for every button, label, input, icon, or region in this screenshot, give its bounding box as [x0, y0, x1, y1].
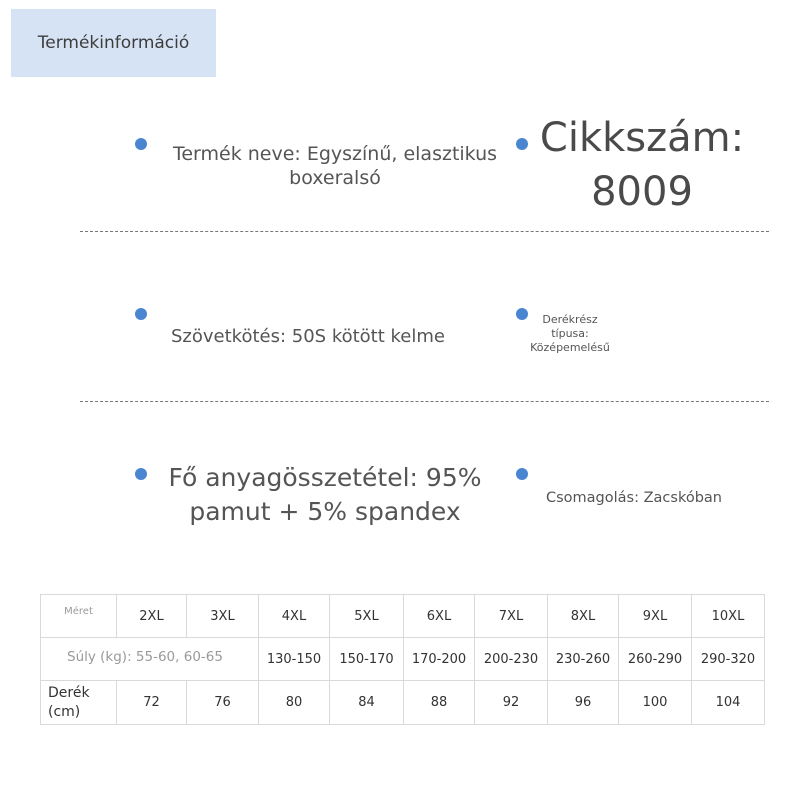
waist-header-cell: Derék (cm)	[41, 681, 117, 725]
waist-cell: 72	[117, 681, 187, 725]
size-table	[40, 594, 765, 725]
article-number-text: Cikkszám: 8009	[539, 115, 745, 215]
size-cell: 8XL	[548, 595, 619, 638]
dashed-divider	[80, 401, 769, 402]
bullet-dot-icon	[516, 468, 528, 480]
bullet-dot-icon	[135, 468, 147, 480]
product-name-text: Termék neve: Egyszínű, elasztikus boxeralsó	[172, 143, 498, 189]
weight-header-cell: Súly (kg): 55-60, 60-65	[41, 638, 259, 681]
composition-text: Fő anyagösszetétel: 95% pamut + 5% spandex	[168, 463, 482, 526]
bullet-dot-icon	[516, 138, 528, 150]
product-info-tab-label: Termékinformáció	[37, 33, 190, 53]
waist-cell: 100	[619, 681, 692, 725]
waist-cell: 80	[259, 681, 330, 725]
size-cell: 10XL	[692, 595, 765, 638]
size-cell: 9XL	[619, 595, 692, 638]
fabric-text: Szövetkötés: 50S kötött kelme	[171, 326, 445, 347]
waist-cell: 104	[692, 681, 765, 725]
weight-cell: 230-260	[548, 638, 619, 681]
size-cell: 4XL	[259, 595, 330, 638]
size-header-cell: Méret	[41, 595, 117, 638]
waist-cell: 96	[548, 681, 619, 725]
weight-cell: 150-170	[330, 638, 404, 681]
weight-cell: 130-150	[259, 638, 330, 681]
size-cell: 3XL	[187, 595, 259, 638]
waist-type-text: Derékrész típusa: Középemelésű	[530, 313, 610, 354]
packaging-text: Csomagolás: Zacskóban	[546, 490, 722, 506]
size-cell: 5XL	[330, 595, 404, 638]
waist-cell: 88	[404, 681, 475, 725]
weight-cell: 290-320	[692, 638, 765, 681]
table-row	[41, 595, 765, 638]
weight-cell: 200-230	[475, 638, 548, 681]
size-cell: 7XL	[475, 595, 548, 638]
table-row	[41, 681, 765, 725]
weight-cell: 260-290	[619, 638, 692, 681]
weight-cell: 170-200	[404, 638, 475, 681]
size-cell: 2XL	[117, 595, 187, 638]
bullet-dot-icon	[135, 138, 147, 150]
product-info-tab[interactable]	[11, 9, 216, 77]
size-cell: 6XL	[404, 595, 475, 638]
waist-cell: 84	[330, 681, 404, 725]
waist-cell: 92	[475, 681, 548, 725]
table-row	[41, 638, 765, 681]
waist-cell: 76	[187, 681, 259, 725]
bullet-dot-icon	[135, 308, 147, 320]
dashed-divider	[80, 231, 769, 232]
